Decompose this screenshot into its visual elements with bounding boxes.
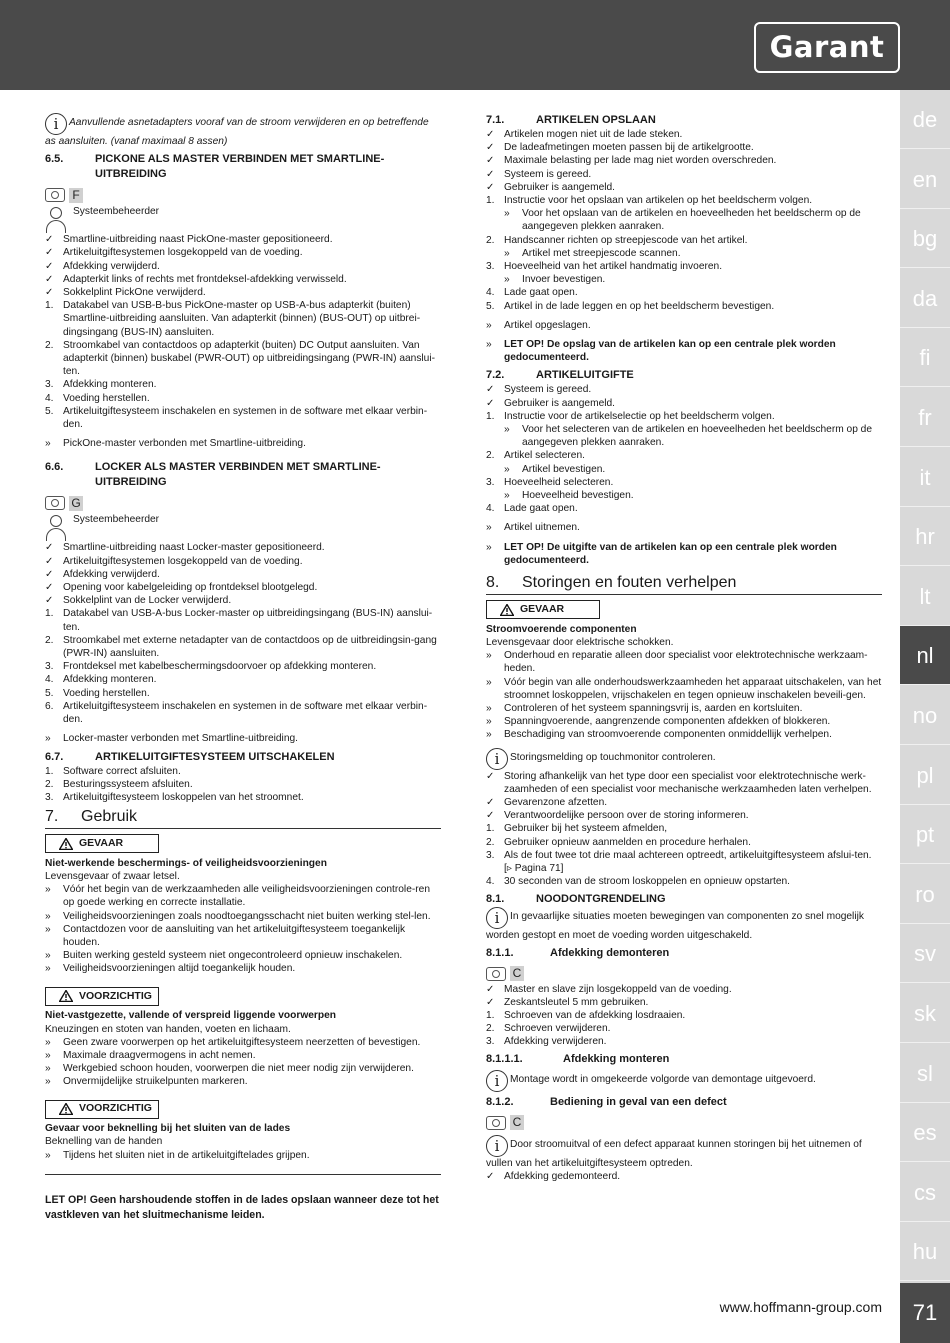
tool-icons [45, 494, 441, 512]
camera-icon [486, 1116, 506, 1130]
letter-badge: C [510, 966, 524, 981]
info-icon: i [486, 748, 508, 770]
warning-icon [500, 604, 514, 616]
attention-note: LET OP! Geen harshoudende stoffen in de lades opslaan wanneer deze tot het vastkleven van het sluitmechanisme leiden. [45, 1193, 439, 1221]
checklist: ✓ Afdekking gedemonteerd. [486, 1170, 621, 1182]
right-column [486, 113, 882, 1183]
subsection-heading: 8.1.2. Bediening in geval van een defect [486, 1095, 727, 1108]
warning-icon [59, 838, 73, 850]
warning-sub: Levensgevaar door elektrische schokken. [486, 637, 674, 648]
camera-icon [45, 496, 65, 510]
lang-tab-no[interactable]: no [900, 686, 950, 745]
danger-label: GEVAAR [45, 834, 159, 853]
warning-list: » Geen zware voorwerpen op het artikeluitgiftesysteem neerzetten of bevestigen. » Maximale draagvermogens in acht nemen. » Werkgebied schoon houden, voorwerpen die niet meer nodig zijn verwijderen. » Onvermijdelijke struikelpunten markeren. [45, 1036, 421, 1088]
role-row: Systeembeheerder [45, 513, 441, 541]
section-heading: 6.7. ARTIKELUITGIFTESYSTEEM UITSCHAKELEN [45, 750, 335, 763]
warning-sub: Beknelling van de handen [45, 1136, 163, 1148]
warning-icon [59, 990, 73, 1002]
warning-list: » Tijdens het sluiten niet in de artikeluitgiftelades grijpen. [45, 1149, 310, 1161]
language-sidebar [900, 90, 950, 1343]
info-note: i In gevaarlijke situaties moeten bewegingen van componenten zo snel mogelijk worden gestopt en moet de voeding worden uitgeschakeld. [486, 909, 864, 942]
checklist: ✓ Artikelen mogen niet uit de lade steken. ✓ De ladeafmetingen moeten passen bij de artikelgrootte. ✓ Maximale belasting per lade mag niet worden overschreden. ✓ Systeem is gereed. ✓ Gebruiker is aangemeld. 1. Instructie voor het opslaan van artikelen op het beeldscherm volgen. » Voor het opslaan van de artikelen en hoeveelheden het beeldscherm op de aangegeven plekken aanraken. 2. Handscanner richten op streepjescode van het artikel. » Artikel met streepjescode scannen. 3. Hoeveelheid van het artikel handmatig invoeren. » Invoer bevestigen. 4. Lade gaat open. 5. Artikel in de lade leggen en op het beeldscherm bevestigen. [486, 129, 861, 312]
garant-logo: Garant [754, 22, 900, 73]
lang-tab-pt[interactable]: pt [900, 805, 950, 864]
checklist: ✓ Smartline-uitbreiding naast PickOne-master gepositioneerd. ✓ Artikeluitgiftesystemen losgekoppeld van de voeding. ✓ Afdekking verwijderd. ✓ Adapterkit links of rechts met frontdeksel-afdekking verwisseld. ✓ Sokkelplint PickOne verwijderd. 1. Datakabel van USB-B-bus PickOne-master op USB-A-bus adapterkit (buiten) Smartline-uitbreiding aansluiten. Van adapterkit (binnen) (BUS-OUT) op uitbrei-dingsingang (BUS-IN) aansluiten. 2. Stroomkabel van contactdoos op adapterkit (buiten) DC Output aansluiten. Van adapterkit (binnen) buskabel (PWR-OUT) op uitbreidingsingang (PWR-IN) aanslui-ten. 3. Afdekking monteren. 4. Voeding herstellen. 5. Artikeluitgiftesysteem inschakelen en systemen in de software met elkaar verbin-den. [45, 234, 435, 431]
lang-tab-en[interactable]: en [900, 150, 950, 209]
lang-tab-lt[interactable]: lt [900, 567, 950, 626]
lang-tab-ro[interactable]: ro [900, 865, 950, 924]
chapter-heading: 8. Storingen en fouten verhelpen [486, 573, 882, 595]
steps: 1. Software correct afsluiten. 2. Besturingssysteem afsluiten. 3. Artikeluitgiftesysteem loskoppelen van het stroomnet. [45, 765, 304, 803]
camera-icon [45, 188, 65, 202]
checklist: ✓ Master en slave zijn losgekoppeld van de voeding. ✓ Zeskantsleutel 5 mm gebruiken. 1. Schroeven van de afdekking losdraaien. 2. Schroeven verwijderen. 3. Afdekking verwijderen. [486, 983, 732, 1048]
tool-icons [486, 965, 882, 983]
chapter-heading: 7. Gebruik [45, 807, 441, 829]
caution-label: VOORZICHTIG [45, 1100, 159, 1119]
attention-note: » LET OP! De uitgifte van de artikelen kan op een centrale plek worden gedocumenteerd. [486, 541, 837, 566]
camera-icon [486, 967, 506, 981]
subsection-heading: 8.1.1. Afdekking demonteren [486, 946, 670, 959]
caution-label: VOORZICHTIG [45, 987, 159, 1006]
tool-icons [486, 1114, 882, 1132]
letter-badge: F [69, 188, 83, 203]
lang-tab-da[interactable]: da [900, 269, 950, 328]
section-heading: 7.1. ARTIKELEN OPSLAAN [486, 114, 656, 126]
danger-label: GEVAAR [486, 600, 600, 619]
warning-title: Niet-vastgezette, vallende of verspreid liggende voorwerpen [45, 1010, 336, 1022]
role-row: Systeembeheerder [45, 205, 441, 233]
lang-tab-pl[interactable]: pl [900, 746, 950, 805]
checklist: ✓ Storing afhankelijk van het type door een specialist voor elektrotechnische werk-zaamheden of een specialist voor mechanische werkzaamheden laten verhelpen. ✓ Gevarenzone afzetten. ✓ Verantwoordelijke persoon over de storing informeren. 1. Gebruiker bij het systeem afmelden, 2. Gebruiker opnieuw aanmelden en procedure herhalen. 3. Als de fout twee tot drie maal achtereen optreedt, artikeluitgiftesysteem afslui-ten. [▹ Pagina 71] 4. 30 seconden van de stroom loskoppelen en opnieuw opstarten. [486, 770, 872, 888]
lang-tab-bg[interactable]: bg [900, 209, 950, 268]
footer-url[interactable]: www.hoffmann-group.com [719, 1299, 882, 1315]
lang-tab-hu[interactable]: hu [900, 1222, 950, 1281]
left-column [45, 113, 441, 1223]
lang-tab-de[interactable]: de [900, 90, 950, 149]
lang-tab-fi[interactable]: fi [900, 328, 950, 387]
subsection-heading: 8.1.1.1. Afdekking monteren [486, 1052, 670, 1065]
info-note: i Aanvullende asnetadapters vooraf van de stroom verwijderen en op betreffende as aansluiten. (vanaf maximaal 8 assen) [45, 115, 429, 147]
info-icon: i [486, 1135, 508, 1157]
letter-badge: C [510, 1115, 524, 1130]
warning-list: » Onderhoud en reparatie alleen door specialist voor elektrotechnische werkzaam-heden. » Vóór begin van alle onderhoudswerkzaamheden het apparaat uitschakelen, van het stroomnet loskoppelen, vrijschakelen en tegen opnieuw inschakelen beveili-gen. » Controleren of het systeem spanningsvrij is, aarden en kortsluiten. » Spanningvoerende, aangrenzende componenten afdekken of blokkeren. » Beschadiging van stroomvoerende componenten onmiddellijk verhelpen. [486, 650, 882, 741]
info-icon: i [486, 907, 508, 929]
warning-title: Niet-werkende beschermings- of veiligheidsvoorzieningen [45, 857, 327, 869]
result: » Artikel opgeslagen. [486, 319, 591, 331]
attention-note: » LET OP! De opslag van de artikelen kan op een centrale plek worden gedocumenteerd. [486, 339, 836, 364]
top-bar [0, 0, 950, 90]
info-icon: i [486, 1070, 508, 1092]
lang-tab-hr[interactable]: hr [900, 507, 950, 566]
warning-sub: Levensgevaar of zwaar letsel. [45, 871, 180, 883]
lang-tab-fr[interactable]: fr [900, 388, 950, 447]
info-note: i Door stroomuitval of een defect apparaat kunnen storingen bij het uitnemen of vullen van het artikeluitgiftesysteem optreden. [486, 1136, 862, 1169]
lang-tab-es[interactable]: es [900, 1103, 950, 1162]
person-icon [45, 207, 67, 233]
lang-tab-cs[interactable]: cs [900, 1163, 950, 1222]
tool-icons [45, 186, 441, 204]
warning-icon [59, 1103, 73, 1115]
lang-tab-sv[interactable]: sv [900, 924, 950, 983]
section-heading: 7.2. ARTIKELUITGIFTE [486, 369, 634, 382]
result: » PickOne-master verbonden met Smartline-uitbreiding. [45, 438, 306, 450]
info-icon: i [45, 113, 67, 135]
letter-badge: G [69, 496, 83, 511]
checklist: ✓ Systeem is gereed. ✓ Gebruiker is aangemeld. 1. Instructie voor de artikelselectie op het beeldscherm volgen. » Voor het selecteren van de artikelen en hoeveelheden het beeldscherm op de aangegeven plekken aanraken. 2. Artikel selecteren. » Artikel bevestigen. 3. Hoeveelheid selecteren. » Hoeveelheid bevestigen. 4. Lade gaat open. [486, 384, 873, 515]
warning-list: » Vóór het begin van de werkzaamheden alle veiligheidsvoorzieningen controle-ren op goede werking en correcte installatie. » Veiligheidsvoorzieningen zoals noodtoegangsschacht niet buiten werking stel-len. » Contactdozen voor de aansluiting van het artikeluitgiftesysteem toegankelijk houden. » Buiten werking gesteld systeem niet ongecontroleerd opnieuw inschakelen. » Veiligheidsvoorzieningen altijd toegankelijk houden. [45, 884, 431, 975]
warning-title: Gevaar voor beknelling bij het sluiten van de lades [45, 1123, 291, 1135]
section-heading: 6.6. LOCKER ALS MASTER VERBINDEN MET SMARTLINE-UITBREIDING [45, 461, 381, 489]
warning-title: Stroomvoerende componenten [486, 623, 637, 635]
info-note: i Montage wordt in omgekeerde volgorde van demontage uitgevoerd. [486, 1070, 882, 1092]
checklist: ✓ Smartline-uitbreiding naast Locker-master gepositioneerd. ✓ Artikeluitgiftesystemen losgekoppeld van de voeding. ✓ Afdekking verwijderd. ✓ Opening voor kabelgeleiding op frontdeksel blootgelegd. ✓ Sokkelplint van de Locker verwijderd. 1. Datakabel van USB-A-bus Locker-master op uitbreidingsingang (BUS-IN) aanslui-ten. 2. Stroomkabel met externe netadapter van de contactdoos op de uitbreidingsin-gang (PWR-IN) aansluiten. 3. Frontdeksel met kabelbeschermingsdoorvoer op afdekking monteren. 4. Afdekking monteren. 5. Voeding herstellen. 6. Artikeluitgiftesysteem inschakelen en systemen in de software met elkaar verbin-den. [45, 542, 437, 726]
lang-tab-sk[interactable]: sk [900, 984, 950, 1043]
person-icon [45, 515, 67, 541]
result: » Locker-master verbonden met Smartline-uitbreiding. [45, 733, 298, 745]
page-number: 71 [900, 1283, 950, 1343]
warning-sub: Kneuzingen en stoten van handen, voeten en lichaam. [45, 1023, 291, 1035]
section-heading: 6.5. PICKONE ALS MASTER VERBINDEN MET SMARTLINE-UITBREIDING [45, 153, 385, 181]
lang-tab-it[interactable]: it [900, 448, 950, 507]
info-note: i Storingsmelding op touchmonitor controleren. [486, 748, 882, 770]
section-heading: 8.1. NOODONTGRENDELING [486, 893, 666, 906]
lang-tab-sl[interactable]: sl [900, 1044, 950, 1103]
result: » Artikel uitnemen. [486, 522, 580, 534]
lang-tab-nl[interactable]: nl [900, 626, 950, 685]
